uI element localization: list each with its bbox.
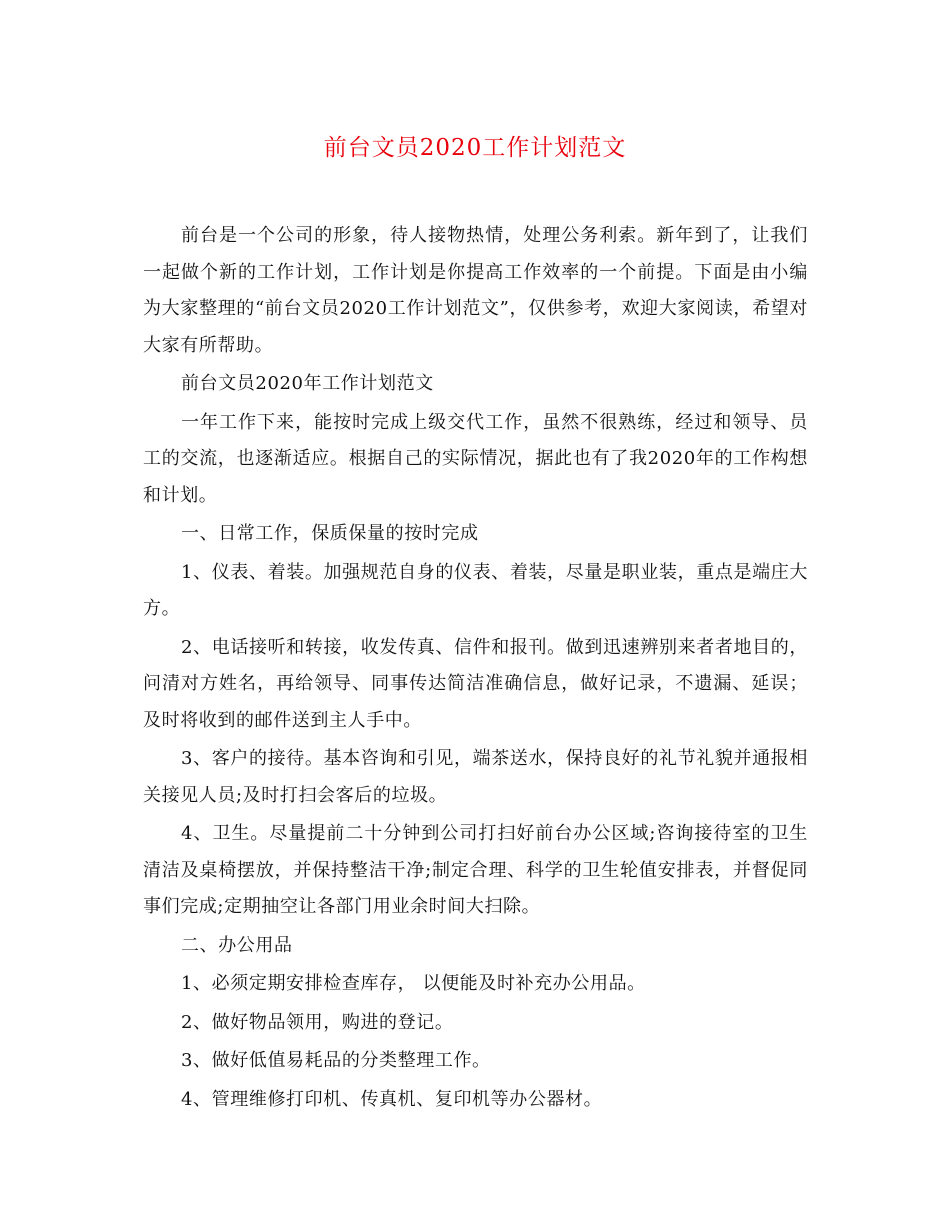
document-title: 前台文员2020工作计划范文 (323, 135, 627, 161)
paragraph-subtitle: 前台文员2020年工作计划范文 (181, 373, 434, 394)
document-body (143, 218, 808, 1120)
section-heading-daily-work: 一、日常工作，保质保量的按时完成 (181, 523, 479, 544)
paragraph-intro: 前台是一个公司的形象，待人接物热情，处理公务利索。新年到了，让我们一起做个新的工作计划，工作计划是你提高工作效率的一个前提。下面是由小编为大家整理的“前台文员2020工作计划范文”，仅供参考，欢迎大家阅读，希望对大家有所帮助。 (143, 225, 808, 356)
list-item-reception: 3、客户的接待。基本咨询和引见，端茶送水，保持良好的礼节礼貌并通报相关接见人员;及时打扫会客后的垃圾。 (143, 748, 808, 806)
list-item-appearance: 1、仪表、着装。加强规范自身的仪表、着装，尽量是职业装，重点是端庄大方。 (143, 561, 808, 619)
list-item-equipment: 4、管理维修打印机、传真机、复印机等办公器材。 (181, 1088, 603, 1110)
list-item-consumables: 3、做好低值易耗品的分类整理工作。 (181, 1050, 491, 1071)
list-item-hygiene: 4、卫生。尽量提前二十分钟到公司打扫好前台办公区域;咨询接待室的卫生清洁及桌椅摆放，并保持整洁干净;制定合理、科学的卫生轮值安排表，并督促同事们完成;定期抽空让各部门用业余时间大扫除。 (143, 823, 808, 917)
list-item-registration: 2、做好物品领用，购进的登记。 (181, 1011, 454, 1033)
list-item-inventory: 1、必须定期安排检查库存， 以便能及时补充办公用品。 (181, 973, 646, 994)
paragraph-summary: 一年工作下来，能按时完成上级交代工作，虽然不很熟练，经过和领导、员工的交流，也逐渐适应。根据自己的实际情况，据此也有了我2020年的工作构想和计划。 (143, 411, 808, 506)
list-item-phone: 2、电话接听和转接，收发传真、信件和报刊。做到迅速辨别来者者地目的，问清对方姓名，再给领导、同事传达简洁准确信息，做好记录，不遗漏、延误；及时将收到的邮件送到主人手中。 (143, 636, 808, 731)
section-heading-office-supplies: 二、办公用品 (181, 934, 293, 956)
